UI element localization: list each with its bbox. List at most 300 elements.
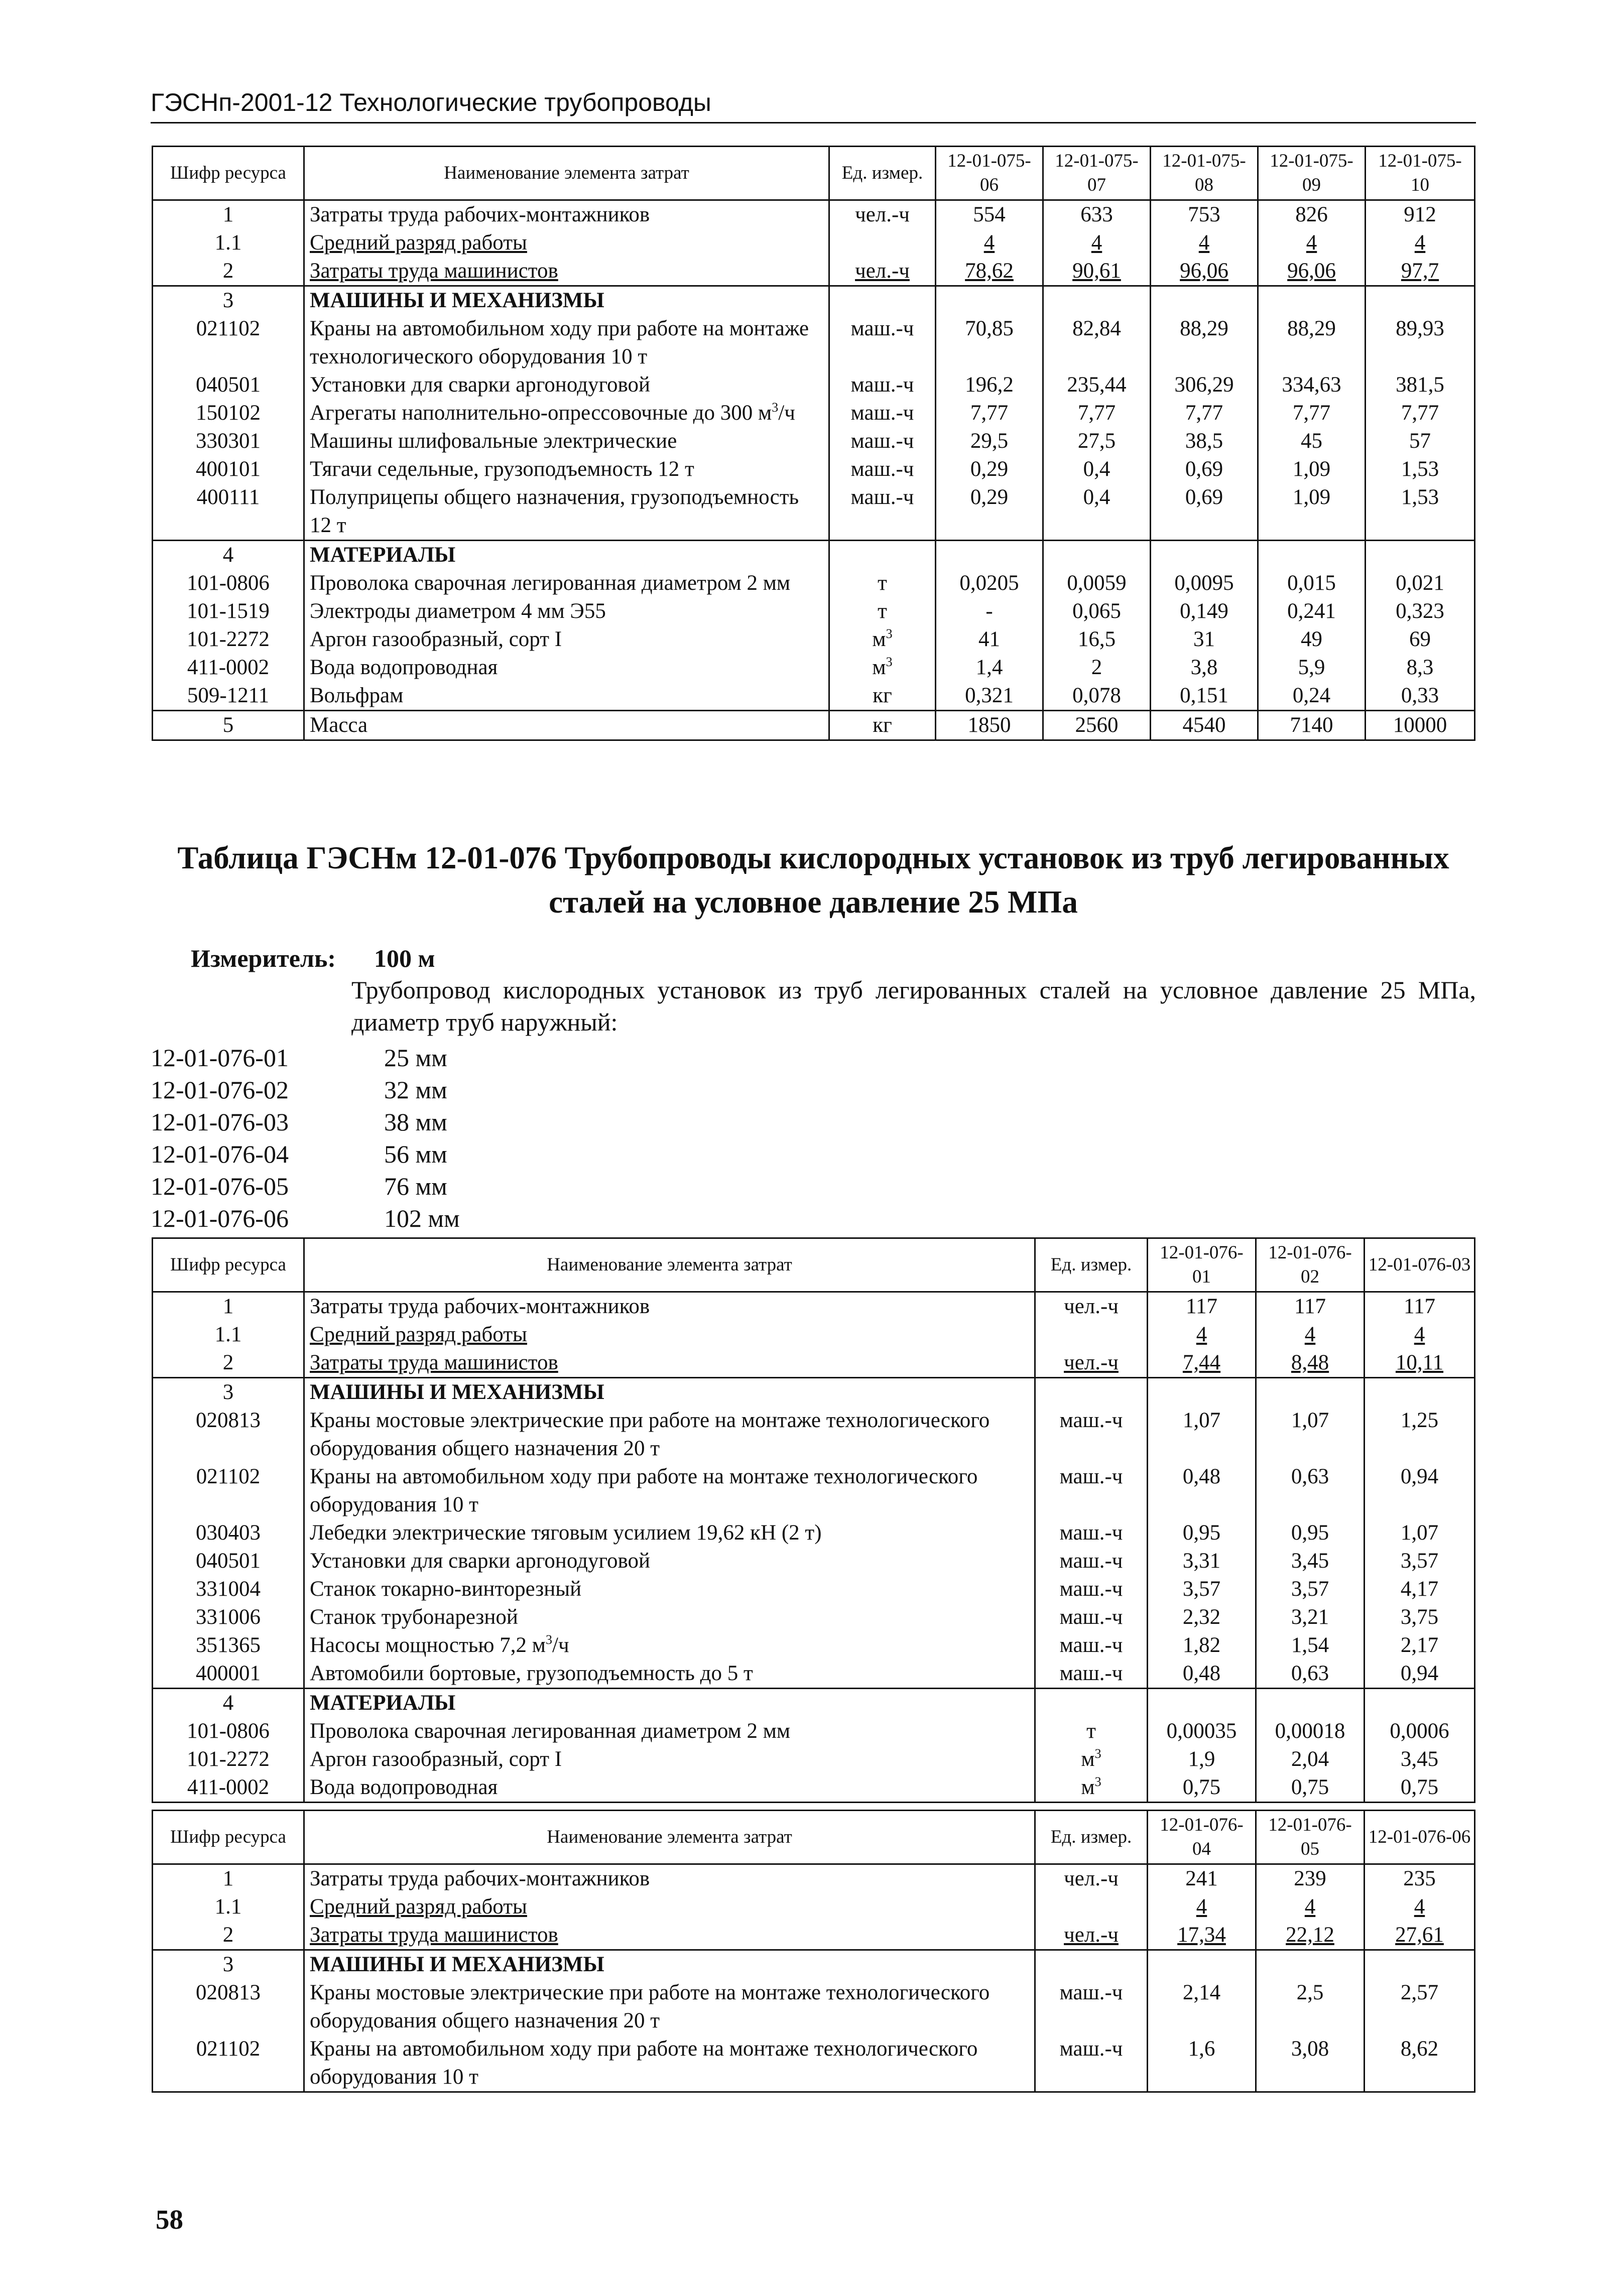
- header-column: 12-01-076-03: [1365, 1238, 1475, 1292]
- row-value: [936, 286, 1043, 315]
- row-value: 0,0095: [1151, 569, 1258, 597]
- row-value: 1,09: [1258, 483, 1366, 541]
- row-value: 31: [1151, 625, 1258, 654]
- row-code: 509-1211: [153, 682, 304, 711]
- row-unit: маш.-ч: [829, 399, 936, 427]
- row-unit: чел.-ч: [1035, 1292, 1148, 1321]
- row-value: 10,11: [1365, 1349, 1475, 1378]
- row-value: 22,12: [1256, 1921, 1365, 1950]
- row-value: [1148, 1950, 1256, 1979]
- row-unit: [1035, 1950, 1148, 1979]
- row-value: 89,93: [1366, 315, 1475, 371]
- header-unit: Ед. измер.: [829, 147, 936, 200]
- row-value: 0,63: [1256, 1660, 1365, 1689]
- row-value: 196,2: [936, 371, 1043, 399]
- row-value: [1366, 541, 1475, 570]
- item-code: 12-01-076-03: [151, 1108, 289, 1136]
- row-value: 1,54: [1256, 1631, 1365, 1660]
- row-name: Лебедки электрические тяговым усилием 19,62 кН (2 т): [304, 1519, 1035, 1547]
- code-list-item: [151, 1138, 460, 1170]
- section-heading-row: [153, 286, 1475, 315]
- row-value: [1365, 1689, 1475, 1718]
- row-code: 1: [153, 1864, 304, 1893]
- row-value: 0,323: [1366, 597, 1475, 625]
- table-row: [153, 455, 1475, 483]
- row-value: 0,69: [1151, 483, 1258, 541]
- row-value: 1,9: [1148, 1745, 1256, 1773]
- row-value: 0,94: [1365, 1660, 1475, 1689]
- row-code: 400101: [153, 455, 304, 483]
- table-row: [153, 371, 1475, 399]
- row-value: 0,94: [1365, 1463, 1475, 1519]
- row-value: 4: [1365, 1893, 1475, 1921]
- header-unit: Ед. измер.: [1035, 1238, 1148, 1292]
- row-value: 29,5: [936, 427, 1043, 455]
- row-unit: маш.-ч: [1035, 1463, 1148, 1519]
- row-code: 101-2272: [153, 625, 304, 654]
- header-column: 12-01-076-01: [1148, 1238, 1256, 1292]
- row-name: Аргон газообразный, сорт I: [304, 1745, 1035, 1773]
- row-value: [1148, 1689, 1256, 1718]
- row-unit: маш.-ч: [1035, 1519, 1148, 1547]
- row-name: Станок трубонарезной: [304, 1603, 1035, 1631]
- row-unit: т: [1035, 1717, 1148, 1745]
- row-value: 4: [1366, 229, 1475, 257]
- row-value: 27,5: [1043, 427, 1151, 455]
- row-unit: маш.-ч: [1035, 1660, 1148, 1689]
- row-code: 5: [153, 711, 304, 740]
- row-value: 0,0059: [1043, 569, 1151, 597]
- row-value: 334,63: [1258, 371, 1366, 399]
- row-name: Аргон газообразный, сорт I: [304, 625, 829, 654]
- row-name: Затраты труда машинистов: [304, 1349, 1035, 1378]
- row-name: Вода водопроводная: [304, 1773, 1035, 1803]
- row-value: [1256, 1378, 1365, 1407]
- header-name: Наименование элемента затрат: [304, 147, 829, 200]
- row-name: Средний разряд работы: [304, 229, 829, 257]
- row-value: 2,57: [1365, 1979, 1475, 2035]
- row-name: Затраты труда машинистов: [304, 257, 829, 286]
- row-value: 0,33: [1366, 682, 1475, 711]
- row-value: 3,57: [1148, 1575, 1256, 1603]
- page-number: 58: [156, 2204, 183, 2235]
- header-unit: Ед. измер.: [1035, 1811, 1148, 1864]
- row-code: 030403: [153, 1519, 304, 1547]
- row-code: 101-0806: [153, 569, 304, 597]
- row-value: 633: [1043, 200, 1151, 229]
- row-value: 0,69: [1151, 455, 1258, 483]
- row-value: 0,48: [1148, 1660, 1256, 1689]
- table-row: [153, 1660, 1475, 1689]
- table-row: [153, 625, 1475, 654]
- table-header-row: [153, 1811, 1475, 1864]
- row-value: 0,015: [1258, 569, 1366, 597]
- item-diameter: 32 мм: [384, 1076, 447, 1104]
- row-unit: [1035, 1893, 1148, 1921]
- row-value: 235,44: [1043, 371, 1151, 399]
- row-value: 2,17: [1365, 1631, 1475, 1660]
- row-name: МАТЕРИАЛЫ: [304, 1689, 1035, 1718]
- row-value: 2560: [1043, 711, 1151, 740]
- row-unit: чел.-ч: [829, 257, 936, 286]
- row-name: Затраты труда рабочих-монтажников: [304, 1292, 1035, 1321]
- row-value: 1,53: [1366, 455, 1475, 483]
- table-row: [153, 1717, 1475, 1745]
- row-value: 27,61: [1365, 1921, 1475, 1950]
- row-value: 0,48: [1148, 1463, 1256, 1519]
- row-code: 101-2272: [153, 1745, 304, 1773]
- row-unit: маш.-ч: [1035, 2035, 1148, 2092]
- row-value: 4: [1043, 229, 1151, 257]
- row-code: 1.1: [153, 229, 304, 257]
- row-unit: маш.-ч: [829, 371, 936, 399]
- row-value: 0,24: [1258, 682, 1366, 711]
- row-name: Насосы мощностью 7,2 $м^3/ч$: [304, 1631, 1035, 1660]
- header-column: 12-01-076-06: [1365, 1811, 1475, 1864]
- row-name: Краны на автомобильном ходу при работе на монтаже технологического оборудования 10 т: [304, 1463, 1035, 1519]
- table-row: [153, 569, 1475, 597]
- row-value: 4: [936, 229, 1043, 257]
- resource-table-076-b: [152, 1810, 1475, 2093]
- row-value: 0,75: [1256, 1773, 1365, 1803]
- row-code: 040501: [153, 371, 304, 399]
- header-column: 12-01-075-10: [1366, 147, 1475, 200]
- row-code: 331006: [153, 1603, 304, 1631]
- measure-label: Измеритель:: [191, 944, 336, 972]
- row-code: 101-1519: [153, 597, 304, 625]
- row-value: [1043, 286, 1151, 315]
- row-value: 0,29: [936, 483, 1043, 541]
- row-unit: маш.-ч: [829, 483, 936, 541]
- row-value: 4: [1256, 1321, 1365, 1349]
- measure-value: 100 м: [374, 944, 435, 972]
- row-value: 78,62: [936, 257, 1043, 286]
- row-name: Средний разряд работы: [304, 1893, 1035, 1921]
- row-unit: чел.-ч: [1035, 1349, 1148, 1378]
- row-code: 400111: [153, 483, 304, 541]
- row-value: 1,07: [1148, 1407, 1256, 1463]
- row-unit: [1035, 1689, 1148, 1718]
- row-value: 2: [1043, 654, 1151, 682]
- row-code: 400001: [153, 1660, 304, 1689]
- row-unit: чел.-ч: [1035, 1921, 1148, 1950]
- table-row: [153, 654, 1475, 682]
- row-value: 8,3: [1366, 654, 1475, 682]
- row-value: 1,53: [1366, 483, 1475, 541]
- section-heading-row: [153, 1378, 1475, 1407]
- item-code: 12-01-076-06: [151, 1204, 289, 1232]
- row-value: 2,04: [1256, 1745, 1365, 1773]
- section-heading-row: [153, 1689, 1475, 1718]
- row-value: 0,63: [1256, 1463, 1365, 1519]
- row-value: 0,95: [1148, 1519, 1256, 1547]
- row-name: Затраты труда машинистов: [304, 1921, 1035, 1950]
- header-column: 12-01-075-09: [1258, 147, 1366, 200]
- row-code: 101-0806: [153, 1717, 304, 1745]
- row-name: Масса: [304, 711, 829, 740]
- header-code: Шифр ресурса: [153, 147, 304, 200]
- row-name: Краны на автомобильном ходу при работе на монтаже технологического оборудования 10 т: [304, 2035, 1035, 2092]
- code-list-item: [151, 1106, 460, 1138]
- item-diameter: 102 мм: [384, 1204, 460, 1232]
- table-row: [153, 315, 1475, 371]
- row-value: 117: [1148, 1292, 1256, 1321]
- row-unit: $м^3$: [1035, 1745, 1148, 1773]
- row-value: [1365, 1378, 1475, 1407]
- row-value: [1151, 286, 1258, 315]
- row-name: Машины шлифовальные электрические: [304, 427, 829, 455]
- table-row: [153, 1292, 1475, 1321]
- row-value: 7140: [1258, 711, 1366, 740]
- row-value: 49: [1258, 625, 1366, 654]
- row-value: 38,5: [1151, 427, 1258, 455]
- item-code: 12-01-076-01: [151, 1044, 289, 1072]
- table-row: [153, 200, 1475, 229]
- row-value: 96,06: [1258, 257, 1366, 286]
- table-row: [153, 257, 1475, 286]
- row-code: 020813: [153, 1979, 304, 2035]
- row-code: 2: [153, 1349, 304, 1378]
- table-row: [153, 1321, 1475, 1349]
- row-unit: [829, 541, 936, 570]
- row-unit: [829, 229, 936, 257]
- row-value: 7,77: [1366, 399, 1475, 427]
- running-header: ГЭСНп-2001-12 Технологические трубопроводы: [151, 88, 711, 116]
- resource-table-075: [152, 146, 1475, 741]
- code-list-item: [151, 1074, 460, 1106]
- row-name: Станок токарно-винторезный: [304, 1575, 1035, 1603]
- row-value: 1,07: [1256, 1407, 1365, 1463]
- row-value: 7,77: [936, 399, 1043, 427]
- row-value: 0,75: [1148, 1773, 1256, 1803]
- header-rule: [151, 122, 1476, 123]
- row-value: 826: [1258, 200, 1366, 229]
- row-value: 70,85: [936, 315, 1043, 371]
- row-code: 4: [153, 541, 304, 570]
- row-value: [1366, 286, 1475, 315]
- row-value: 45: [1258, 427, 1366, 455]
- table-row: [153, 682, 1475, 711]
- section-heading-row: [153, 541, 1475, 570]
- row-code: 411-0002: [153, 654, 304, 682]
- row-name: Электроды диаметром 4 мм Э55: [304, 597, 829, 625]
- row-value: 3,57: [1365, 1547, 1475, 1575]
- row-value: 5,9: [1258, 654, 1366, 682]
- row-value: [936, 541, 1043, 570]
- row-unit: маш.-ч: [1035, 1631, 1148, 1660]
- header-column: 12-01-075-07: [1043, 147, 1151, 200]
- table-row: [153, 399, 1475, 427]
- row-value: 0,75: [1365, 1773, 1475, 1803]
- row-value: 82,84: [1043, 315, 1151, 371]
- row-value: 753: [1151, 200, 1258, 229]
- row-value: 16,5: [1043, 625, 1151, 654]
- row-value: 2,5: [1256, 1979, 1365, 2035]
- table-row: [153, 1921, 1475, 1950]
- table-header-row: [153, 147, 1475, 200]
- row-value: 912: [1366, 200, 1475, 229]
- row-value: 7,77: [1151, 399, 1258, 427]
- row-value: 88,29: [1258, 315, 1366, 371]
- row-name: Краны на автомобильном ходу при работе на монтаже технологического оборудования 10 т: [304, 315, 829, 371]
- table-row: [153, 1631, 1475, 1660]
- item-code: 12-01-076-02: [151, 1076, 289, 1104]
- row-unit: $м^3$: [829, 625, 936, 654]
- row-code: 351365: [153, 1631, 304, 1660]
- row-name: Затраты труда рабочих-монтажников: [304, 1864, 1035, 1893]
- row-value: 381,5: [1366, 371, 1475, 399]
- code-list-item: [151, 1042, 460, 1074]
- row-code: 4: [153, 1689, 304, 1718]
- table-row: [153, 2035, 1475, 2092]
- row-value: [1148, 1378, 1256, 1407]
- row-value: [1258, 541, 1366, 570]
- row-unit: т: [829, 569, 936, 597]
- row-value: 554: [936, 200, 1043, 229]
- row-name: Затраты труда рабочих-монтажников: [304, 200, 829, 229]
- header-code: Шифр ресурса: [153, 1811, 304, 1864]
- row-value: 3,8: [1151, 654, 1258, 682]
- row-code: 1.1: [153, 1321, 304, 1349]
- row-name: Вольфрам: [304, 682, 829, 711]
- row-name: Краны мостовые электрические при работе на монтаже технологического оборудования общего назначения 20 т: [304, 1407, 1035, 1463]
- row-unit: чел.-ч: [829, 200, 936, 229]
- resource-table-076-a: [152, 1237, 1475, 1803]
- row-value: 1,25: [1365, 1407, 1475, 1463]
- row-code: 411-0002: [153, 1773, 304, 1803]
- row-value: 1,07: [1365, 1519, 1475, 1547]
- row-value: 239: [1256, 1864, 1365, 1893]
- row-unit: маш.-ч: [1035, 1547, 1148, 1575]
- row-value: 57: [1366, 427, 1475, 455]
- row-value: 0,29: [936, 455, 1043, 483]
- row-value: [1151, 541, 1258, 570]
- row-code: 021102: [153, 2035, 304, 2092]
- table-row: [153, 1773, 1475, 1803]
- row-unit: маш.-ч: [1035, 1603, 1148, 1631]
- row-value: 235: [1365, 1864, 1475, 1893]
- table-row: [153, 1547, 1475, 1575]
- row-value: 3,08: [1256, 2035, 1365, 2092]
- row-value: 3,45: [1256, 1547, 1365, 1575]
- row-value: 0,065: [1043, 597, 1151, 625]
- row-value: 10000: [1366, 711, 1475, 740]
- row-unit: $м^3$: [829, 654, 936, 682]
- row-value: 96,06: [1151, 257, 1258, 286]
- row-name: Проволока сварочная легированная диаметром 2 мм: [304, 1717, 1035, 1745]
- item-diameter: 38 мм: [384, 1108, 447, 1136]
- row-value: 4: [1148, 1321, 1256, 1349]
- row-value: 0,95: [1256, 1519, 1365, 1547]
- row-value: 0,4: [1043, 483, 1151, 541]
- row-value: 0,078: [1043, 682, 1151, 711]
- row-name: МАШИНЫ И МЕХАНИЗМЫ: [304, 1378, 1035, 1407]
- row-value: 2,32: [1148, 1603, 1256, 1631]
- row-value: 117: [1365, 1292, 1475, 1321]
- row-value: 3,75: [1365, 1603, 1475, 1631]
- row-value: 4,17: [1365, 1575, 1475, 1603]
- row-value: 117: [1256, 1292, 1365, 1321]
- row-value: 241: [1148, 1864, 1256, 1893]
- row-value: 4: [1258, 229, 1366, 257]
- row-value: [1043, 541, 1151, 570]
- row-value: 0,4: [1043, 455, 1151, 483]
- row-value: 7,77: [1258, 399, 1366, 427]
- row-unit: маш.-ч: [1035, 1407, 1148, 1463]
- row-value: 4: [1148, 1893, 1256, 1921]
- row-name: МАШИНЫ И МЕХАНИЗМЫ: [304, 1950, 1035, 1979]
- row-value: 4540: [1151, 711, 1258, 740]
- row-name: Автомобили бортовые, грузоподъемность до 5 т: [304, 1660, 1035, 1689]
- row-value: 97,7: [1366, 257, 1475, 286]
- row-value: 1,4: [936, 654, 1043, 682]
- table-row: [153, 483, 1475, 541]
- row-value: [1365, 1950, 1475, 1979]
- row-value: 8,48: [1256, 1349, 1365, 1378]
- row-value: 0,241: [1258, 597, 1366, 625]
- row-code: 021102: [153, 315, 304, 371]
- row-unit: [1035, 1378, 1148, 1407]
- row-code: 1: [153, 1292, 304, 1321]
- table-row: [153, 597, 1475, 625]
- table-row: [153, 1407, 1475, 1463]
- row-value: 1,82: [1148, 1631, 1256, 1660]
- header-name: Наименование элемента затрат: [304, 1238, 1035, 1292]
- row-unit: [829, 286, 936, 315]
- row-code: 2: [153, 257, 304, 286]
- code-list-item: [151, 1170, 460, 1202]
- header-name: Наименование элемента затрат: [304, 1811, 1035, 1864]
- table-row: [153, 1864, 1475, 1893]
- table-row: [153, 1603, 1475, 1631]
- row-value: 3,57: [1256, 1575, 1365, 1603]
- row-value: 306,29: [1151, 371, 1258, 399]
- header-column: 12-01-076-04: [1148, 1811, 1256, 1864]
- row-value: 3,31: [1148, 1547, 1256, 1575]
- row-value: 3,45: [1365, 1745, 1475, 1773]
- row-unit: [1035, 1321, 1148, 1349]
- table-row: [153, 1979, 1475, 2035]
- row-value: 0,0006: [1365, 1717, 1475, 1745]
- table-row: [153, 427, 1475, 455]
- row-unit: т: [829, 597, 936, 625]
- row-value: 7,44: [1148, 1349, 1256, 1378]
- row-unit: маш.-ч: [829, 315, 936, 371]
- header-column: 12-01-076-02: [1256, 1238, 1365, 1292]
- row-value: 7,77: [1043, 399, 1151, 427]
- row-value: 69: [1366, 625, 1475, 654]
- row-unit: маш.-ч: [1035, 1575, 1148, 1603]
- row-code: 331004: [153, 1575, 304, 1603]
- row-value: 90,61: [1043, 257, 1151, 286]
- item-diameter: 56 мм: [384, 1140, 447, 1168]
- table-row: [153, 711, 1475, 740]
- row-name: МАТЕРИАЛЫ: [304, 541, 829, 570]
- row-value: 4: [1365, 1321, 1475, 1349]
- section-heading-row: [153, 1950, 1475, 1979]
- row-value: 8,62: [1365, 2035, 1475, 2092]
- item-code: 12-01-076-04: [151, 1140, 289, 1168]
- table-row: [153, 1519, 1475, 1547]
- row-unit: кг: [829, 682, 936, 711]
- table-header-row: [153, 1238, 1475, 1292]
- row-value: -: [936, 597, 1043, 625]
- row-unit: маш.-ч: [829, 455, 936, 483]
- row-value: 3,21: [1256, 1603, 1365, 1631]
- header-column: 12-01-075-08: [1151, 147, 1258, 200]
- row-code: 1: [153, 200, 304, 229]
- row-name: Вода водопроводная: [304, 654, 829, 682]
